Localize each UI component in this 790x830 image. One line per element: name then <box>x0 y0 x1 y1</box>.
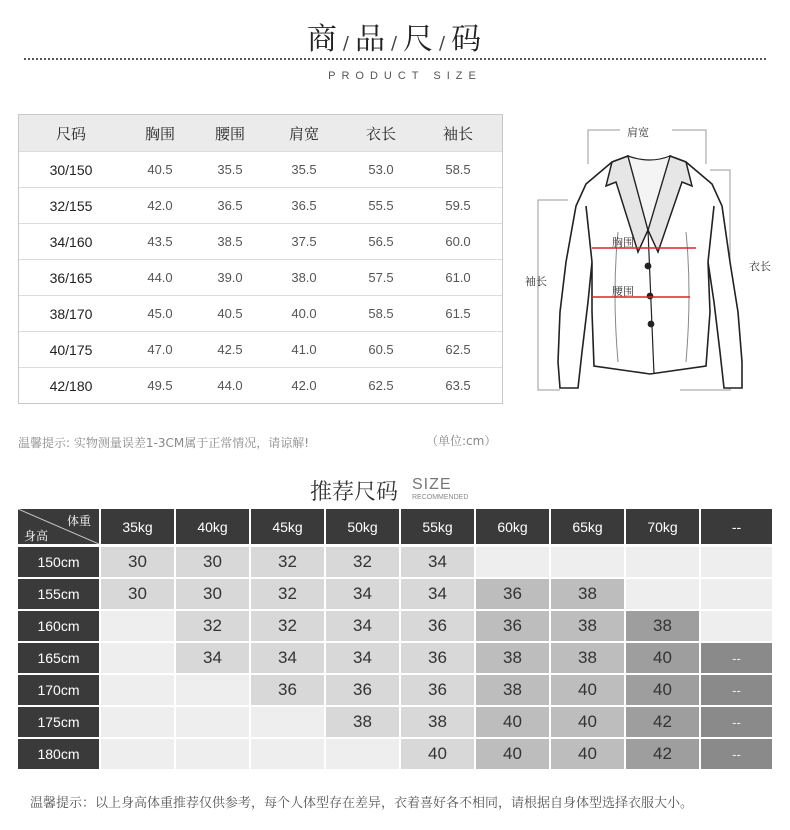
title-separator: / <box>342 33 351 54</box>
table-cell: 45.0 <box>147 306 173 321</box>
size-cell <box>176 707 249 737</box>
column-header: 肩宽 <box>288 124 319 143</box>
size-cell: 32 <box>251 579 324 609</box>
table-cell: 58.5 <box>445 162 471 177</box>
size-cell <box>701 547 772 577</box>
size-cell: 40 <box>476 707 549 737</box>
column-header: 衣长 <box>365 124 396 143</box>
table-cell: 34/160 <box>49 233 93 250</box>
corner-weight-label: 体重 <box>66 514 91 528</box>
weight-header: 65kg <box>551 509 624 544</box>
table-cell: 42.0 <box>291 378 317 393</box>
table-cell: 47.0 <box>147 342 173 357</box>
size-cell: 38 <box>401 707 474 737</box>
table-cell: 57.5 <box>368 270 394 285</box>
height-label: 150cm <box>18 547 99 577</box>
size-cell: 34 <box>401 547 474 577</box>
table-cell: 42/180 <box>49 377 93 394</box>
size-cell: 30 <box>101 547 174 577</box>
size-cell: 38 <box>551 643 624 673</box>
table-cell: 42.0 <box>147 198 173 213</box>
length-label: 衣长 <box>749 260 771 273</box>
height-label: 160cm <box>18 611 99 641</box>
grid-corner-cell <box>18 509 99 544</box>
table-cell: 59.5 <box>445 198 471 213</box>
table-cell: 60.0 <box>445 234 471 249</box>
table-row <box>19 295 502 331</box>
height-label: 155cm <box>18 579 99 609</box>
column-header: 尺码 <box>55 124 86 143</box>
table-cell: 55.5 <box>368 198 394 213</box>
height-label: 175cm <box>18 707 99 737</box>
size-cell: 40 <box>551 675 624 705</box>
size-cell: 34 <box>401 579 474 609</box>
table-cell: 38/170 <box>49 305 93 322</box>
table-cell: 41.0 <box>291 342 317 357</box>
size-cell: 42 <box>626 707 699 737</box>
table-row <box>19 223 502 259</box>
size-cell: 36 <box>476 611 549 641</box>
size-cell: -- <box>701 675 772 705</box>
table-cell: 40.0 <box>291 306 317 321</box>
dotted-divider <box>24 58 766 60</box>
size-cell <box>101 707 174 737</box>
weight-header: 50kg <box>326 509 399 544</box>
table-cell: 40/175 <box>49 341 93 358</box>
table-cell: 43.5 <box>147 234 173 249</box>
table-cell: 60.5 <box>368 342 394 357</box>
table-row <box>19 259 502 295</box>
weight-header: 45kg <box>251 509 324 544</box>
table-cell: 37.5 <box>291 234 317 249</box>
weight-header: 35kg <box>101 509 174 544</box>
table-cell: 58.5 <box>368 306 394 321</box>
shoulder-label: 肩宽 <box>627 126 649 139</box>
sleeve-label: 袖长 <box>525 275 547 288</box>
table-cell: 36.5 <box>291 198 317 213</box>
size-cell: -- <box>701 739 772 769</box>
size-cell: 38 <box>326 707 399 737</box>
size-cell: 34 <box>326 611 399 641</box>
size-cell: 40 <box>551 739 624 769</box>
recommend-size-word: SIZE <box>412 476 452 493</box>
size-cell: -- <box>701 707 772 737</box>
size-cell <box>101 611 174 641</box>
size-table <box>18 114 503 404</box>
size-cell <box>626 579 699 609</box>
size-cell: 34 <box>326 579 399 609</box>
table-cell: 56.5 <box>368 234 394 249</box>
button-icon <box>648 321 655 328</box>
size-cell: 40 <box>551 707 624 737</box>
size-cell: 32 <box>251 547 324 577</box>
size-cell: 38 <box>551 579 624 609</box>
weight-header: 60kg <box>476 509 549 544</box>
size-cell <box>176 739 249 769</box>
size-cell: 36 <box>251 675 324 705</box>
size-cell <box>251 707 324 737</box>
page-subtitle: PRODUCT SIZE <box>328 70 482 82</box>
size-cell <box>101 739 174 769</box>
size-cell: 42 <box>626 739 699 769</box>
table-cell: 62.5 <box>368 378 394 393</box>
size-cell: 38 <box>476 675 549 705</box>
size-cell: 32 <box>326 547 399 577</box>
recommend-title: 推荐尺码 <box>310 480 399 505</box>
table-cell: 44.0 <box>217 378 243 393</box>
recommend-tip: 温馨提示：以上身高体重推荐仅供参考，每个人体型存在差异，衣着喜好各不相同，请根据自身体型选择衣服大小。 <box>30 796 694 811</box>
size-cell: 34 <box>251 643 324 673</box>
table-cell: 40.5 <box>217 306 243 321</box>
weight-header: -- <box>701 509 772 544</box>
weight-header: 55kg <box>401 509 474 544</box>
height-label: 180cm <box>18 739 99 769</box>
table-cell: 53.0 <box>368 162 394 177</box>
size-cell <box>176 675 249 705</box>
recommend-size-sub: RECOMMENDED <box>412 494 469 501</box>
table-row <box>19 187 502 223</box>
size-cell: 40 <box>401 739 474 769</box>
title-separator: / <box>439 33 448 54</box>
weight-header: 40kg <box>176 509 249 544</box>
page-title <box>0 14 790 58</box>
size-cell <box>551 547 624 577</box>
weight-header: 70kg <box>626 509 699 544</box>
size-cell: 30 <box>176 579 249 609</box>
recommend-grid <box>18 509 772 773</box>
column-header: 袖长 <box>442 124 473 143</box>
size-cell <box>701 611 772 641</box>
table-cell: 49.5 <box>147 378 173 393</box>
table-cell: 35.5 <box>291 162 317 177</box>
size-cell: 30 <box>176 547 249 577</box>
height-label: 165cm <box>18 643 99 673</box>
size-cell: 32 <box>251 611 324 641</box>
button-icon <box>645 263 652 270</box>
size-cell: 36 <box>401 611 474 641</box>
title-separator: / <box>390 33 400 54</box>
title-char: 商 <box>306 22 339 57</box>
size-cell: 36 <box>476 579 549 609</box>
size-cell <box>251 739 324 769</box>
size-cell <box>101 643 174 673</box>
size-cell <box>101 675 174 705</box>
size-cell: 36 <box>401 643 474 673</box>
table-cell: 39.0 <box>217 270 243 285</box>
chest-label: 胸围 <box>612 236 634 249</box>
size-cell: 34 <box>326 643 399 673</box>
size-cell: 38 <box>476 643 549 673</box>
size-cell: 38 <box>551 611 624 641</box>
column-header: 腰围 <box>214 124 245 143</box>
size-cell: -- <box>701 643 772 673</box>
table-cell: 38.0 <box>291 270 317 285</box>
title-char: 尺 <box>403 22 436 57</box>
size-table-header <box>19 115 502 151</box>
corner-height-label: 身高 <box>24 529 49 543</box>
size-cell: 38 <box>626 611 699 641</box>
table-cell: 36.5 <box>217 198 243 213</box>
table-cell: 42.5 <box>217 342 243 357</box>
size-cell: 40 <box>626 643 699 673</box>
size-cell: 34 <box>176 643 249 673</box>
height-label: 170cm <box>18 675 99 705</box>
title-char: 品 <box>354 22 387 57</box>
measurement-tip: 温馨提示: 实物测量误差1-3CM属于正常情况，请谅解! <box>18 436 310 450</box>
table-cell: 63.5 <box>445 378 471 393</box>
jacket-illustration <box>520 112 782 402</box>
waist-label: 腰围 <box>612 285 634 298</box>
table-cell: 35.5 <box>217 162 243 177</box>
size-cell <box>701 579 772 609</box>
size-cell <box>476 547 549 577</box>
table-cell: 32/155 <box>49 197 93 214</box>
table-cell: 30/150 <box>49 161 93 178</box>
size-cell: 32 <box>176 611 249 641</box>
table-cell: 38.5 <box>217 234 243 249</box>
table-row <box>19 367 502 403</box>
size-cell: 36 <box>326 675 399 705</box>
button-icon <box>647 293 654 300</box>
table-cell: 62.5 <box>445 342 471 357</box>
table-cell: 36/165 <box>49 269 93 286</box>
size-cell: 30 <box>101 579 174 609</box>
size-cell <box>326 739 399 769</box>
title-char: 码 <box>451 22 484 57</box>
size-cell: 36 <box>401 675 474 705</box>
table-cell: 44.0 <box>147 270 173 285</box>
size-cell: 40 <box>626 675 699 705</box>
table-cell: 40.5 <box>147 162 173 177</box>
table-row <box>19 331 502 367</box>
size-cell: 40 <box>476 739 549 769</box>
table-cell: 61.5 <box>445 306 471 321</box>
table-cell: 61.0 <box>445 270 471 285</box>
column-header: 胸围 <box>144 124 175 143</box>
table-row <box>19 151 502 187</box>
unit-note: （单位:cm） <box>426 434 497 448</box>
size-cell <box>626 547 699 577</box>
